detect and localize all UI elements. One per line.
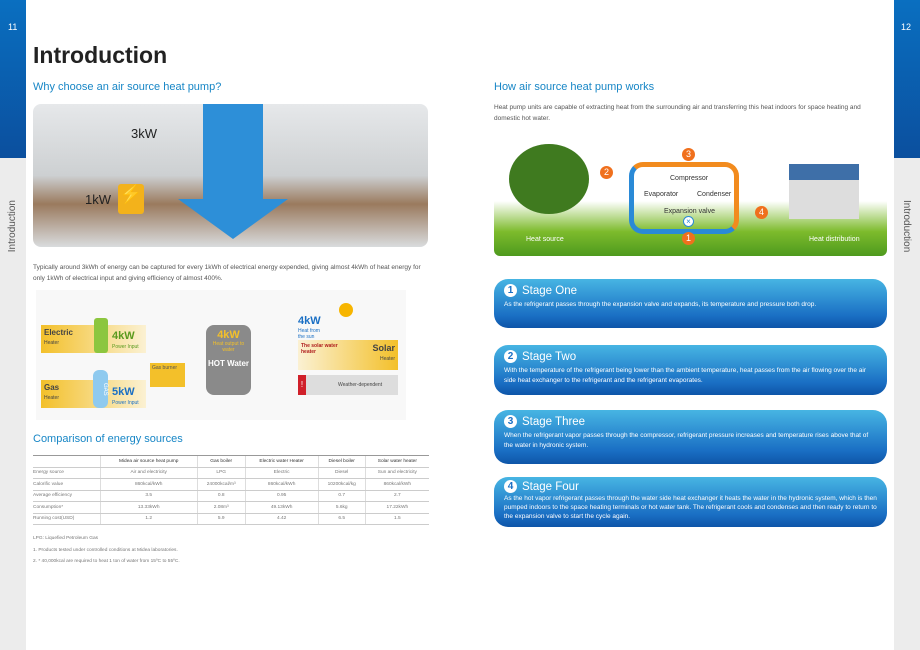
- gas-input: Power Input: [112, 400, 139, 406]
- comparison-table: Midea air source heat pump Gas boiler Electric water Heater Diesel boiler Solar water heater Energy source Air and electricity LPG Electric Diesel Sun and electricity Calorific value 860kcal/kWh 24000kcal/m³ 860kcal/kWh 10200kcal/kg 860kcal/kWh Average efficiency 3.5 0.8 0.95 0.7 2.7 Consumption* 13.33kWh 2.08m³ 49.13kWh 5.6kg 17.22kWh Running cost(USD) 1.2 5.9 4.42 6.5 1.5: [33, 455, 429, 525]
- why-heading: Why choose an air source heat pump?: [33, 81, 222, 93]
- solar-heater-label: The solar water heater: [301, 343, 338, 355]
- comparison-heading: Comparison of energy sources: [33, 433, 183, 445]
- input-kw: 1kW: [85, 192, 111, 207]
- gas-sub: Heater: [44, 395, 60, 401]
- stage-three: 3 Stage Three When the refrigerant vapor passes through the compressor, refrigerant pressure increases and temperature rises above that of the water in hydronic system.: [494, 410, 887, 464]
- table-row: Running cost(USD) 1.2 5.9 4.42 6.5 1.5: [33, 513, 429, 525]
- sun-icon: [339, 303, 353, 317]
- electric-kw: 4kW: [112, 330, 135, 342]
- heater-comparison-diagram: [36, 290, 406, 420]
- stage-title: Stage Three: [522, 415, 586, 428]
- page-number-right: 12: [901, 22, 912, 32]
- stage-title: Stage Two: [522, 350, 577, 363]
- table-row: Average efficiency 3.5 0.8 0.95 0.7 2.7: [33, 490, 429, 502]
- heat-distribution-label: Heat distribution: [809, 236, 860, 243]
- table-row: Consumption* 13.33kWh 2.08m³ 49.13kWh 5.6kg 17.22kWh: [33, 502, 429, 514]
- lightning-icon: ⚡: [118, 184, 144, 214]
- snow-house-photo: [33, 104, 428, 247]
- condenser-label: Condenser: [697, 191, 732, 198]
- stage-text: As the refrigerant passes through the expansion valve and expands, its temperature and pressure both drop.: [504, 301, 817, 308]
- solar-sun: Heat from the sun: [298, 328, 320, 340]
- electric-sub: Heater: [44, 340, 60, 346]
- table-row: Energy source Air and electricity LPG Electric Diesel Sun and electricity: [33, 467, 429, 479]
- gas-kw: 5kW: [112, 386, 135, 398]
- table-row: Calorific value 860kcal/kWh 24000kcal/m³ 860kcal/kWh 10200kcal/kg 860kcal/kWh: [33, 479, 429, 491]
- weather-warning: Weather-dependent: [298, 375, 398, 395]
- stage-four: 4 Stage Four As the hot vapor refrigerant passes through the water side heat exchanger it heats the water in the hydronic system, which is then pumped indoors to the space heating terminals or hot water tank. The refrigerant cools and condenses and then ready to return to the expansion valve to start the cycle again.: [494, 477, 887, 527]
- output-kw: 3kW: [131, 126, 157, 141]
- hot-water-tank: 4kW Heat output to water HOT Water: [206, 325, 251, 395]
- page-title: Introduction: [33, 42, 168, 68]
- evaporator-label: Evaporator: [644, 191, 679, 198]
- right-margin: [894, 0, 920, 650]
- house-image: [789, 164, 859, 219]
- page-number-left: 11: [8, 22, 18, 32]
- stage-text: As the hot vapor refrigerant passes through the water side heat exchanger it heats the water in the hydronic system, which is then pumped indoors to the space heating terminals or hot water tank. The refrigerant cools and condenses and then ready to return to the expansion valve to start the cycle again.: [504, 495, 877, 520]
- electric-label: Electric: [44, 328, 73, 337]
- compressor-label: Compressor: [670, 175, 709, 182]
- stage-title: Stage One: [522, 284, 577, 297]
- solar-kw: 4kW: [298, 315, 321, 327]
- how-text: Heat pump units are capable of extracting heat from the surrounding air and transferring this heat indoors for space heating and domestic hot water.: [494, 104, 861, 122]
- expansion-label: Expansion valve: [664, 208, 715, 215]
- gas-burner: Gas burner: [150, 363, 185, 387]
- why-text: Typically around 3kWh of energy can be captured for every 1kWh of electrical energy expended, giving almost 4kWh of heat energy for only 1kWh of electrical input and giving efficiency of almost 400%.: [33, 264, 421, 282]
- heat-source-label: Heat source: [526, 236, 564, 243]
- battery-icon: [94, 318, 108, 353]
- stage-text: With the temperature of the refrigerant being lower than the ambient temperature, heat passes from the air flowing over the air side heat exchanger to the refrigerant and the refrigerant evaporates.: [504, 367, 867, 384]
- electric-input: Power Input: [112, 344, 139, 350]
- heat-pump-cycle-diagram: 3 2 4 1 × Compressor Evaporator Condenser Expansion valve Heat source Heat distribution: [494, 134, 887, 256]
- gas-cylinder-icon: GAS: [93, 370, 108, 408]
- note-1: 1. Products tested under controlled conditions at Midea laboratories.: [33, 548, 178, 553]
- stage-two: 2 Stage Two With the temperature of the refrigerant being lower than the ambient temperature, heat passes from the air flowing over the air side heat exchanger to the refrigerant and the refrigerant evaporates.: [494, 345, 887, 395]
- tree-image: [509, 144, 589, 214]
- note-lpg: LPG: Liquefied Petroleum Gas: [33, 536, 99, 541]
- left-margin: [0, 0, 26, 650]
- stage-text: When the refrigerant vapor passes through the compressor, refrigerant pressure increases and temperature rises above that of the water in hydronic system.: [504, 432, 869, 449]
- gas-label: Gas: [44, 383, 60, 392]
- side-label-right: Introduction: [901, 200, 912, 253]
- side-label-left: Introduction: [7, 200, 18, 253]
- stage-one: 1 Stage One As the refrigerant passes through the expansion valve and expands, its temperature and pressure both drop.: [494, 279, 887, 328]
- how-heading: How air source heat pump works: [494, 81, 655, 93]
- solar-sub: Heater: [379, 356, 395, 362]
- expansion-valve-icon: ×: [683, 216, 694, 227]
- stage-title: Stage Four: [522, 480, 579, 493]
- warning-icon: !: [298, 375, 306, 395]
- note-2: 2. * 40,000kcal are required to heat 1 ton of water from 15ºC to 55ºC.: [33, 559, 180, 564]
- solar-label: Solar: [372, 343, 395, 353]
